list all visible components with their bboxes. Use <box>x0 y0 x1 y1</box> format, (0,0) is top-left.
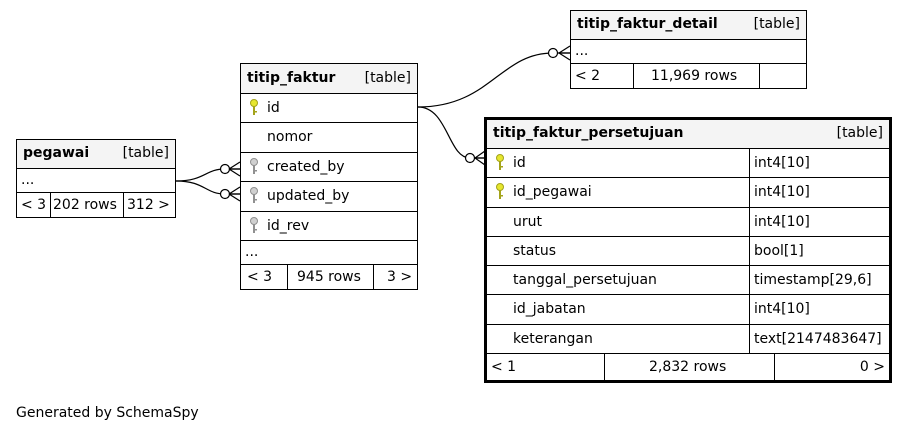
column-row <box>487 325 889 354</box>
table-name: titip_faktur <box>247 70 336 86</box>
column-type: int4[10] <box>754 213 810 230</box>
table-titip-faktur[interactable] <box>240 63 418 290</box>
footer-prev: < 2 <box>575 68 601 84</box>
table-footer <box>17 193 175 217</box>
column-row <box>487 295 889 324</box>
footer-next: 312 > <box>127 197 170 213</box>
table-type: [table] <box>836 125 883 141</box>
foreign-key-icon <box>249 182 259 210</box>
column-name: nomor <box>267 129 313 146</box>
divider <box>604 354 605 380</box>
column-name: updated_by <box>267 188 350 205</box>
column-row <box>241 182 417 211</box>
link-id-detail <box>418 53 570 107</box>
divider <box>749 237 750 265</box>
column-name: keterangan <box>513 330 593 347</box>
column-row <box>487 266 889 295</box>
table-header <box>487 120 889 149</box>
link-pegawai-updated-by <box>176 181 240 194</box>
table-footer <box>487 354 889 380</box>
column-row <box>487 149 889 178</box>
footer-rows: 945 rows <box>297 268 361 285</box>
column-row <box>487 178 889 207</box>
column-type: bool[1] <box>754 242 804 259</box>
table-type: [table] <box>753 16 800 32</box>
crowfoot-created-by <box>229 162 240 176</box>
table-ellipsis <box>17 169 175 193</box>
crowfoot-detail <box>559 46 570 60</box>
divider <box>749 295 750 323</box>
table-titip-faktur-persetujuan[interactable] <box>484 117 892 383</box>
ellipsis-text: ... <box>21 172 35 188</box>
table-titip-faktur-detail[interactable] <box>570 10 807 89</box>
column-name: id_rev <box>267 217 310 234</box>
foreign-key-icon <box>249 153 259 181</box>
divider <box>749 208 750 236</box>
column-row <box>487 208 889 237</box>
divider <box>774 354 775 380</box>
table-name: titip_faktur_persetujuan <box>493 125 684 141</box>
column-type: int4[10] <box>754 155 810 171</box>
ellipsis-text: ... <box>245 243 259 260</box>
footer-prev: < 1 <box>491 359 517 376</box>
column-name: id_jabatan <box>513 301 586 318</box>
column-type: int4[10] <box>754 184 810 201</box>
divider <box>759 64 760 88</box>
ellipsis-text: ... <box>575 43 589 59</box>
link-pegawai-created-by <box>176 169 240 181</box>
footer-prev: < 3 <box>21 197 47 213</box>
column-type: int4[10] <box>754 301 810 318</box>
link-end-persetujuan <box>466 154 475 163</box>
column-row <box>241 94 417 123</box>
table-type: [table] <box>122 145 169 161</box>
column-type: text[2147483647] <box>754 330 882 347</box>
link-end-updated-by <box>221 190 230 199</box>
column-row <box>241 123 417 152</box>
divider <box>287 265 288 289</box>
divider <box>373 265 374 289</box>
column-name: tanggal_persetujuan <box>513 272 657 289</box>
footer-next: 0 > <box>859 359 885 376</box>
column-name: created_by <box>267 158 345 175</box>
divider <box>123 193 124 217</box>
footer-prev: < 3 <box>247 268 273 285</box>
link-end-detail <box>549 49 558 58</box>
crowfoot-updated-by <box>229 187 240 201</box>
footer-rows: 2,832 rows <box>649 359 727 376</box>
footer-rows: 202 rows <box>53 197 117 213</box>
divider <box>749 149 750 177</box>
divider <box>633 64 634 88</box>
divider <box>749 325 750 353</box>
generated-by-label: Generated by SchemaSpy <box>16 405 199 421</box>
primary-key-icon <box>495 178 505 206</box>
divider <box>749 178 750 206</box>
table-header <box>571 11 806 40</box>
table-name: titip_faktur_detail <box>577 16 718 32</box>
table-header <box>241 64 417 94</box>
column-name: status <box>513 242 557 259</box>
primary-key-icon <box>249 94 259 122</box>
foreign-key-icon <box>249 212 259 240</box>
column-name: id <box>513 155 526 171</box>
link-end-created-by <box>221 165 230 174</box>
column-row <box>241 153 417 182</box>
table-footer <box>241 265 417 289</box>
table-header <box>17 140 175 169</box>
column-name: id_pegawai <box>513 184 592 201</box>
link-id-persetujuan <box>418 107 485 158</box>
footer-next: 3 > <box>387 268 413 285</box>
table-ellipsis <box>571 40 806 64</box>
column-name: id <box>267 100 280 116</box>
column-row <box>487 237 889 266</box>
table-pegawai[interactable] <box>16 139 176 218</box>
divider <box>749 266 750 294</box>
primary-key-icon <box>495 149 505 177</box>
column-name: urut <box>513 213 542 230</box>
column-type: timestamp[29,6] <box>754 272 872 289</box>
footer-rows: 11,969 rows <box>651 68 738 84</box>
table-ellipsis <box>241 241 417 265</box>
divider <box>50 193 51 217</box>
column-row <box>241 212 417 241</box>
table-name: pegawai <box>23 145 90 161</box>
table-footer <box>571 64 806 88</box>
table-type: [table] <box>364 70 411 86</box>
